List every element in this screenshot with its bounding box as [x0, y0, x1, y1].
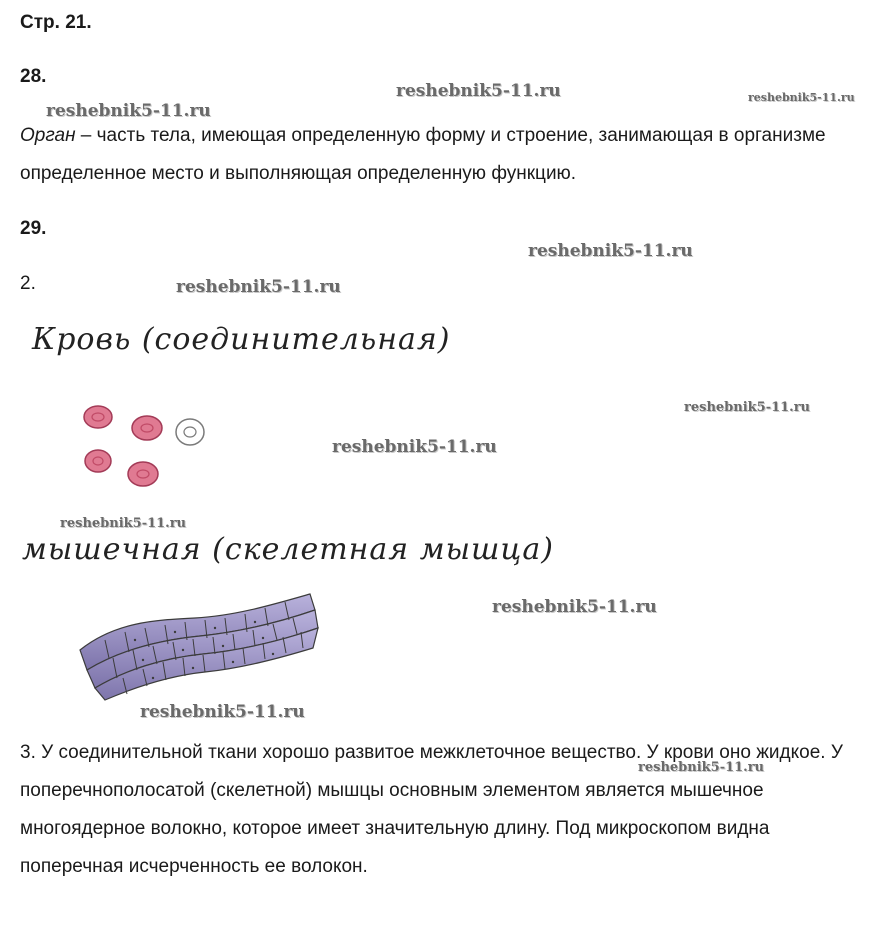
term-organ: Орган [20, 125, 76, 146]
watermark: reshebnik5-11.ru [528, 241, 693, 261]
blood-cell [84, 406, 112, 428]
blood-cell [176, 419, 204, 445]
definition-text: – часть тела, имеющая определенную форму и строение, занимающая в организме определенное место и выполняющая определенную функцию. [20, 125, 826, 184]
watermark: reshebnik5-11.ru [684, 400, 811, 415]
blood-cell [85, 450, 111, 472]
item-3-text: 3. У соединительной ткани хорошо развитое межклеточное вещество. У крови оно жидкое. У поперечнополосатой (скелетной) мышцы основным элементом является мышечное многоядерное волокно, которое имеет значительную длину. Под микроскопом видна поперечная исчерченность ее волокон. [20, 742, 843, 877]
watermark: reshebnik5-11.ru [748, 91, 855, 104]
watermark: reshebnik5-11.ru [396, 81, 561, 101]
task-28-number: 28. [20, 66, 47, 87]
task-28-definition [20, 117, 870, 193]
blood-caption: Кровь (соединительная) [32, 322, 451, 357]
blood-cell [132, 416, 162, 440]
task-29-number: 29. [20, 218, 47, 239]
watermark: reshebnik5-11.ru [60, 516, 187, 531]
watermark: reshebnik5-11.ru [140, 702, 305, 722]
item-2-label: 2. [20, 273, 36, 294]
blood-cells-drawing [70, 395, 220, 495]
watermark: reshebnik5-11.ru [176, 277, 341, 297]
blood-cell [128, 462, 158, 486]
page-label: Стр. 21. [20, 12, 92, 33]
watermark: reshebnik5-11.ru [492, 597, 657, 617]
watermark: reshebnik5-11.ru [638, 760, 765, 775]
watermark: reshebnik5-11.ru [332, 437, 497, 457]
watermark: reshebnik5-11.ru [46, 101, 211, 121]
muscle-fibers-drawing [75, 592, 325, 704]
muscle-caption: мышечная (скелетная мышца) [22, 532, 554, 567]
